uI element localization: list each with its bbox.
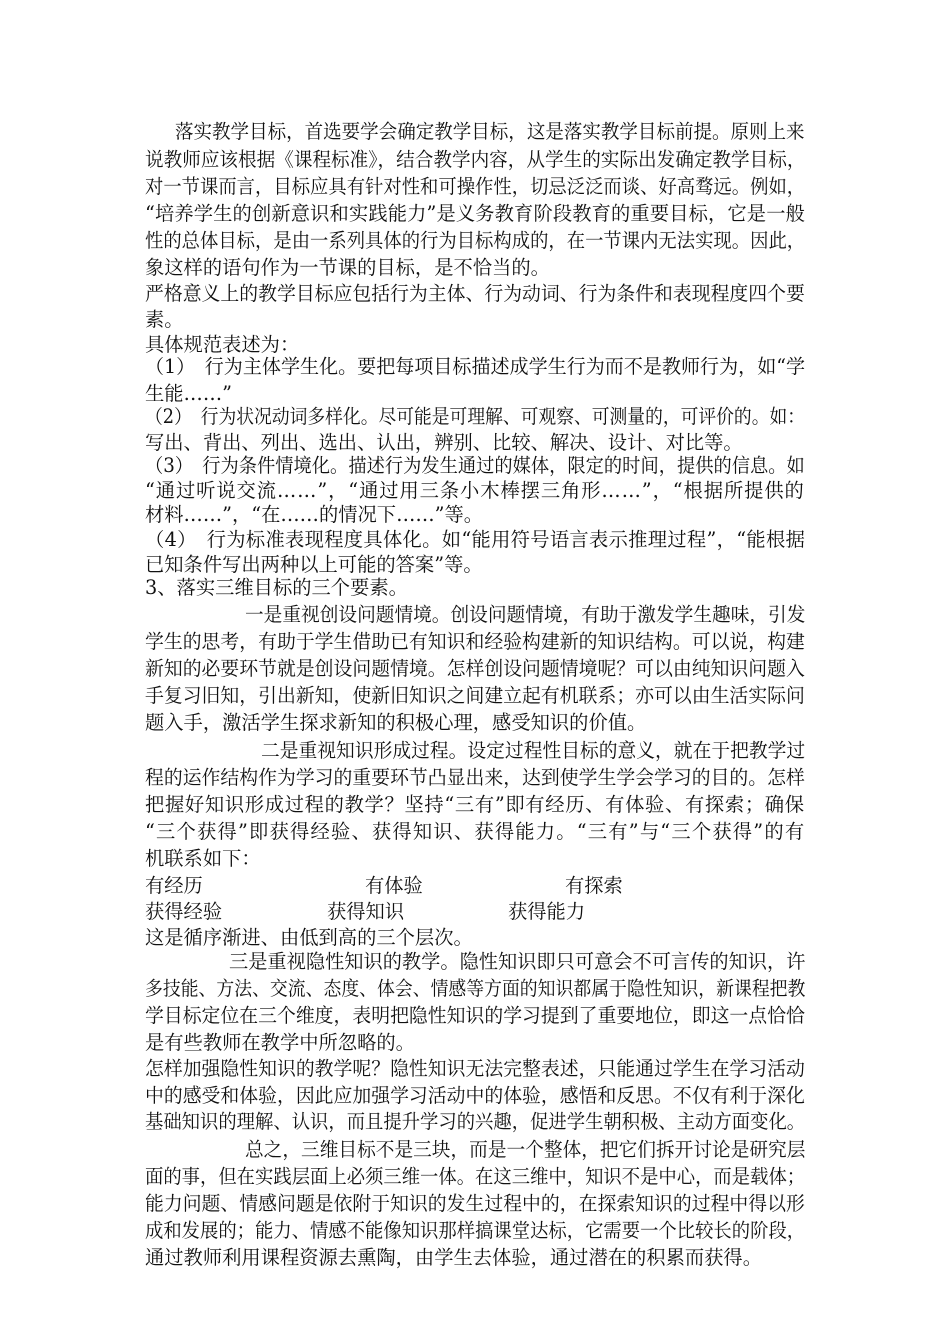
text-line: “通过听说交流……”，“通过用三条小木棒摆三角形……”，“根据所提供的 [145,479,805,502]
text-line: 三是重视隐性知识的教学。隐性知识即只可意会不可言传的知识，许 [229,950,806,973]
text-line: 具体规范表述为： [145,333,300,356]
text-line: 题入手，激活学生探求新知的积极心理，感受知识的价值。 [145,711,647,734]
text-line: 说教师应该根据《课程标准》，结合教学内容，从学生的实际出发确定教学目标， [145,148,806,171]
text-line: 一是重视创设问题情境。创设问题情境，有助于激发学生趣味，引发 [245,603,806,626]
text-line: 把握好知识形成过程的教学？坚持“三有”即有经历、有体验、有探索；确保 [145,793,805,816]
text-line: 这是循序渐进、由低到高的三个层次。 [145,926,473,949]
text-line: （3） 行为条件情境化。描述行为发生通过的媒体，限定的时间，提供的信息。如 [145,454,805,477]
text-line: 新知的必要环节就是创设问题情境。怎样创设问题情境呢？可以由纯知识问题入 [145,657,805,680]
text-line: 严格意义上的教学目标应包括行为主体、行为动词、行为条件和表现程度四个要 [145,282,805,305]
text-line: 二是重视知识形成过程。设定过程性目标的意义，就在于把教学过 [261,739,806,762]
text-line: 材料……”，“在……的情况下……”等。 [145,503,484,526]
text-line: 基础知识的理解、认识，而且提升学习的兴趣，促进学生朝积极、主动方面变化。 [145,1110,806,1133]
text-line: 生能……” [145,382,232,405]
text-line: 能力问题、情感问题是依附于知识的发生过程中的，在探索知识的过程中得以形 [145,1192,805,1215]
text-line: 性的总体目标，是由一系列具体的行为目标构成的，在一节课内无法实现。因此， [145,229,806,252]
text-line: 是有些教师在教学中所忽略的。 [145,1031,415,1054]
text-line: 中的感受和体验，因此应加强学习活动中的体验，感悟和反思。不仅有利于深化 [145,1084,805,1107]
text-line: 对一节课而言，目标应具有针对性和可操作性，切忌泛泛而谈、好高骛远。例如， [145,175,806,198]
section-heading: 3、落实三维目标的三个要素。 [145,576,408,599]
text-line: 程的运作结构作为学习的重要环节凸显出来，达到使学生学会学习的目的。怎样 [145,766,805,789]
text-line: 学目标定位在三个维度，表明把隐性知识的学习提到了重要地位，即这一点恰恰 [145,1004,805,1027]
text-line: （2） 行为状况动词多样化。尽可能是可理解、可观察、可测量的，可评价的。如： [145,405,806,428]
text-line: “三个获得”即获得经验、获得知识、获得能力。“三有”与“三个获得”的有 [145,820,806,843]
text-line: 象这样的语句作为一节课的目标，是不恰当的。 [145,256,550,279]
table-cell: 获得能力 [508,900,586,923]
text-line: 通过教师利用课程资源去熏陶，由学生去体验，通过潜在的积累而获得。 [145,1246,762,1269]
table-cell: 获得经验 [145,900,223,923]
text-line: 机联系如下： [145,847,261,870]
text-line: 总之，三维目标不是三块，而是一个整体，把它们拆开讨论是研究层 [245,1138,806,1161]
text-line: （4） 行为标准表现程度具体化。如“能用符号语言表示推理过程”，“能根据 [145,528,806,551]
text-line: 素。 [145,308,184,331]
text-line: 已知条件写出两种以上可能的答案”等。 [145,553,483,576]
text-line: 写出、背出、列出、选出、认出，辨别、比较、解决、设计、对比等。 [145,431,743,454]
text-line: 面的事，但在实践层面上必须三维一体。在这三维中，知识不是中心，而是载体； [145,1165,806,1188]
text-line: 怎样加强隐性知识的教学呢？隐性知识无法完整表述，只能通过学生在学习活动 [145,1057,805,1080]
text-line: 学生的思考，有助于学生借助已有知识和经验构建新的知识结构。可以说，构建 [145,630,805,653]
text-line: 成和发展的；能力、情感不能像知识那样搞课堂达标，它需要一个比较长的阶段， [145,1219,806,1242]
table-cell: 有经历 [145,874,203,897]
text-line: 多技能、方法、交流、态度、体会、情感等方面的知识都属于隐性知识，新课程把教 [145,977,806,1000]
text-line: 落实教学目标，首选要学会确定教学目标，这是落实教学目标前提。原则上来 [175,120,805,143]
table-cell: 有探索 [565,874,623,897]
text-line: （1） 行为主体学生化。要把每项目标描述成学生行为而不是教师行为，如“学 [145,355,806,378]
text-line: “培养学生的创新意识和实践能力”是义务教育阶段教育的重要目标，它是一般 [145,202,805,225]
table-cell: 获得知识 [327,900,405,923]
table-cell: 有体验 [365,874,423,897]
text-line: 手复习旧知，引出新知，使新旧知识之间建立起有机联系；亦可以由生活实际问 [145,684,805,707]
